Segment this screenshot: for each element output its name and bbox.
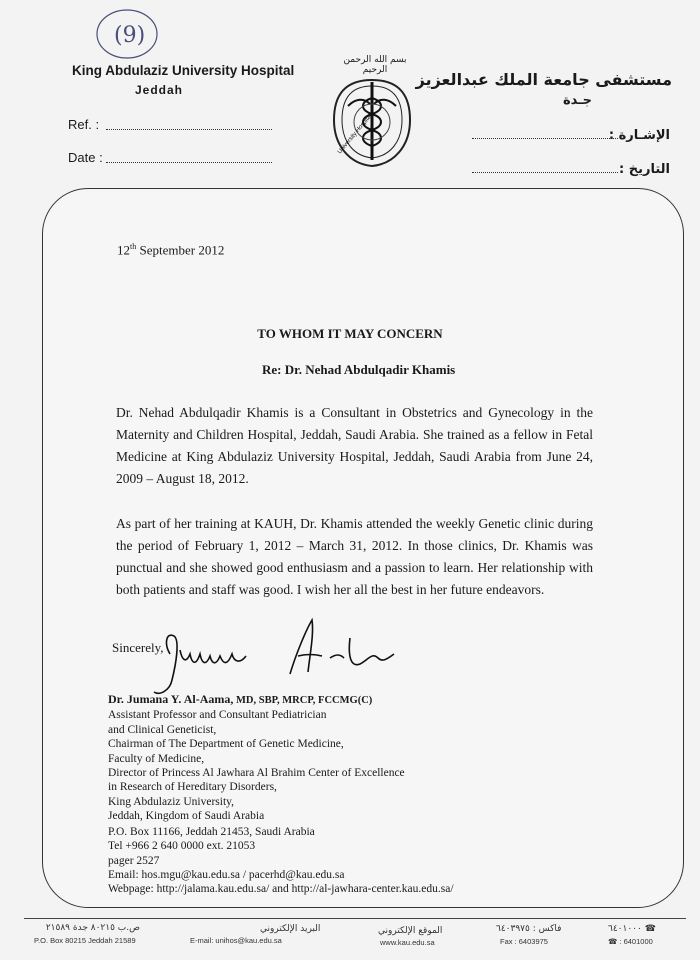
- closing: Sincerely,: [112, 640, 164, 655]
- hospital-name-en: King Abdulaziz University Hospital: [72, 63, 295, 78]
- contact-webpage[interactable]: Webpage: http://jalama.kau.edu.sa/ and http://al-jawhara-center.kau.edu.sa/: [108, 883, 454, 896]
- signer-name: Dr. Jumana Y. Al-Aama,: [108, 692, 234, 706]
- signer-credentials: MD, SBP, MRCP, FCCMG(C): [233, 695, 373, 706]
- date-dotted-line: [106, 162, 272, 163]
- footer-divider: [24, 918, 686, 919]
- footer-fax-ar: فاكس : ٦٤٠٣٩٧٥: [496, 924, 562, 934]
- footer-tel-en: ☎ : 6401000: [608, 937, 653, 946]
- footer-pobox-ar: ص.ب ٨٠٢١٥ جدة ٢١٥٨٩: [45, 923, 140, 933]
- signature: [150, 614, 400, 704]
- ref-label-ar: الإشـارة :: [608, 128, 670, 143]
- date-suffix: th: [130, 242, 137, 251]
- signer-line-7: King Abdulaziz University,: [108, 795, 235, 808]
- signer-line-5: Director of Princess Al Jawhara Al Brahim Center of Excellence: [108, 767, 405, 780]
- letter-heading: TO WHOM IT MAY CONCERN: [257, 326, 443, 341]
- contact-email[interactable]: Email: hos.mgu@kau.edu.sa / pacerhd@kau.edu.sa: [108, 868, 345, 881]
- re-line: Re: Dr. Nehad Abdulqadir Khamis: [262, 362, 456, 377]
- footer-pobox-en: P.O. Box 80215 Jeddah 21589: [34, 936, 136, 945]
- footer-email-en: E-mail: unihos@kau.edu.sa: [190, 936, 282, 945]
- contact-pager: pager 2527: [108, 854, 160, 867]
- contact-address: P.O. Box 11166, Jeddah 21453, Saudi Arabia: [108, 826, 315, 838]
- signer-line-8: Jeddah, Kingdom of Saudi Arabia: [108, 810, 265, 823]
- date-ar-dotted-line: [472, 172, 618, 173]
- date-label-ar: التاريخ :: [619, 162, 670, 177]
- date-rest: September 2012: [136, 242, 225, 258]
- logo-text: University Hospital: [336, 113, 374, 156]
- contact-tel: Tel +966 2 640 0000 ext. 21053: [108, 840, 256, 853]
- signer-line-6: in Research of Hereditary Disorders,: [108, 781, 277, 794]
- ref-ar-dotted-line: [472, 138, 618, 139]
- hospital-city-en: Jeddah: [135, 83, 184, 97]
- footer-website-ar: الموقع الإلكتروني: [378, 926, 443, 936]
- ref-dotted-line: [106, 129, 272, 130]
- signer-line-4: Faculty of Medicine,: [108, 752, 205, 765]
- paragraph-1: Dr. Nehad Abdulqadir Khamis is a Consultant in Obstetrics and Gynecology in the Maternity and Children Hospital, Jeddah, Saudi Arabia. She trained as a fellow in Fetal Medicine at King Abdulaziz University Hospital, Jeddah, Saudi Arabia from June 24, 2009 – August 18, 2012.: [116, 405, 593, 486]
- signer-name-line: [108, 692, 405, 708]
- date-day: 12: [117, 242, 130, 258]
- handwritten-annotation: [94, 4, 164, 62]
- signer-line-2: and Clinical Geneticist,: [108, 723, 217, 736]
- hospital-city-ar: جـدة: [563, 93, 592, 108]
- date-label: Date :: [68, 150, 103, 165]
- footer-email-ar: البريد الإلكتروني: [260, 924, 321, 934]
- ref-label: Ref. :: [68, 117, 100, 132]
- contact-block: [108, 825, 454, 896]
- signer-block: [108, 692, 405, 824]
- annotation-text: (9): [114, 23, 146, 48]
- basmala: بسم الله الرحمن الرحيم: [343, 55, 407, 75]
- paragraph-2: As part of her training at KAUH, Dr. Khamis attended the weekly Genetic clinic during the period of February 1, 2012 – March 31, 2012. In those clinics, Dr. Khamis was punctual and she showed good enthusiasm and a passion to learn. Her relationship with both patients and staff was good. I wish her all the best in her future endeavors.: [116, 516, 593, 597]
- footer-fax-en: Fax : 6403975: [500, 937, 548, 946]
- signer-line-1: Assistant Professor and Consultant Pediatrician: [108, 709, 327, 722]
- hospital-name-ar: مستشفى جامعة الملك عبدالعزيز: [415, 70, 672, 89]
- footer-tel-ar: ☎ ٦٤٠١٠٠٠: [608, 924, 656, 934]
- footer-website-en: www.kau.edu.sa: [380, 938, 435, 947]
- university-logo-icon: [330, 76, 414, 170]
- letter-date: [117, 242, 224, 258]
- signer-line-3: Chairman of The Department of Genetic Medicine,: [108, 738, 344, 751]
